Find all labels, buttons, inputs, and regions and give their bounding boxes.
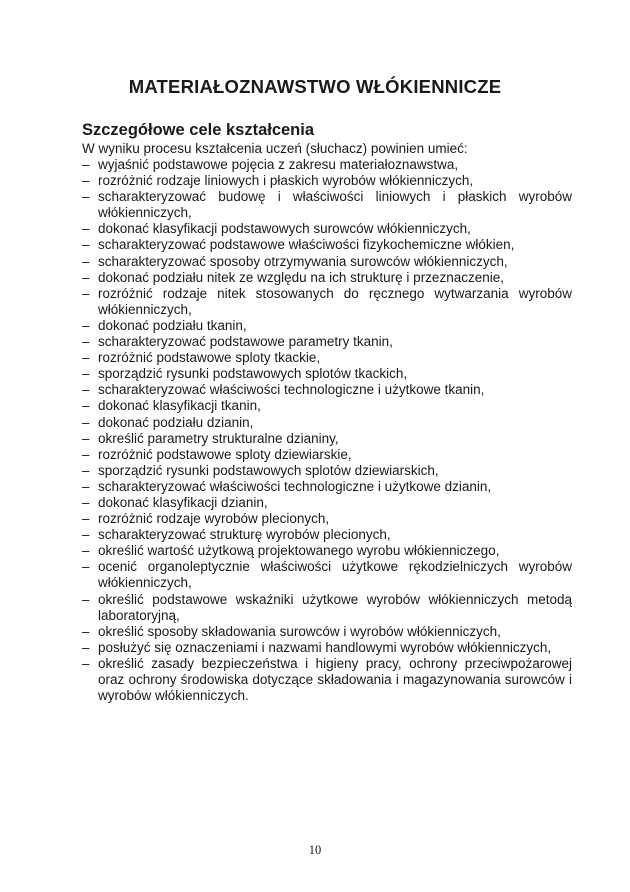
goal-text: rozróżnić rodzaje liniowych i płaskich wyrobów włókienniczych, [98,173,474,189]
goal-item [82,543,572,559]
bullet-dash: – [82,173,90,189]
goal-item [82,270,572,286]
page-number: 10 [308,843,322,857]
goal-text: określić sposoby składowania surowców i wyrobów włókienniczych, [98,623,501,639]
goal-text: dokonać podziału nitek ze względu na ich strukturę i przeznaczenie, [98,269,504,285]
goal-item [82,479,572,495]
goal-text: scharakteryzować sposoby otrzymywania surowców włókienniczych, [98,253,508,269]
goal-item [82,640,572,656]
goal-text: rozróżnić podstawowe sploty dziewiarskie, [98,446,352,462]
bullet-dash: – [82,398,90,414]
goal-text: dokonać klasyfikacji podstawowych surowców włókienniczych, [98,221,471,237]
bullet-dash: – [82,253,90,269]
goal-text: ocenić organoleptycznie właściwości użytkowe rękodzielniczych wyrobów włókienniczych, [98,559,572,591]
goal-text: sporządzić rysunki podstawowych splotów tkackich, [98,366,408,382]
bullet-dash: – [82,478,90,494]
goal-text: dokonać podziału dzianin, [98,414,254,430]
goal-text: określić podstawowe wskaźniki użytkowe wyrobów włókienniczych metodą laboratoryjną, [98,591,572,623]
goal-text: określić zasady bezpieczeństwa i higieny pracy, ochrony przeciwpożarowej oraz ochrony środowiska dotyczące składowania i magazynowania surowców i wyrobów włókienniczych. [98,655,572,704]
goal-text: scharakteryzować podstawowe właściwości fizykochemiczne włókien, [98,237,515,253]
goal-text: scharakteryzować właściwości technologiczne i użytkowe tkanin, [98,382,485,398]
goal-text: dokonać klasyfikacji tkanin, [98,398,261,414]
bullet-dash: – [82,317,90,333]
goal-item [82,559,572,591]
goal-text: sporządzić rysunki podstawowych splotów dziewiarskich, [98,462,439,478]
goal-item [82,431,572,447]
bullet-dash: – [82,655,90,671]
goal-item [82,382,572,398]
goal-item [82,189,572,221]
goal-text: posłużyć się oznaczeniami i nazwami handlowymi wyrobów włókienniczych, [98,639,552,655]
goal-text: rozróżnić podstawowe sploty tkackie, [98,350,321,366]
bullet-dash: – [82,414,90,430]
intro-text: W wyniku procesu kształcenia uczeń (słuchacz) powinien umieć: [82,141,468,156]
bullet-dash: – [82,382,90,398]
goal-item [82,511,572,527]
bullet-dash: – [82,285,90,301]
goal-item [82,398,572,414]
bullet-dash: – [82,189,90,205]
bullet-dash: – [82,543,90,559]
bullet-dash: – [82,430,90,446]
bullet-dash: – [82,559,90,575]
goal-text: dokonać klasyfikacji dzianin, [98,494,268,510]
bullet-dash: – [82,269,90,285]
goal-text: określić wartość użytkową projektowanego wyrobu włókienniczego, [98,543,500,559]
goal-text: określić parametry strukturalne dzianiny, [98,430,339,446]
goal-item [82,318,572,334]
bullet-dash: – [82,494,90,510]
goal-text: scharakteryzować podstawowe parametry tkanin, [98,334,393,350]
goal-text: rozróżnić rodzaje wyrobów plecionych, [98,511,330,527]
goal-text: scharakteryzować właściwości technologiczne i użytkowe dzianin, [98,478,492,494]
goal-text: rozróżnić rodzaje nitek stosowanych do ręcznego wytwarzania wyrobów włókienniczych, [98,285,572,317]
bullet-dash: – [82,511,90,527]
bullet-dash: – [82,527,90,543]
goal-text: scharakteryzować budowę i właściwości liniowych i płaskich wyrobów włókienniczych, [98,189,572,221]
bullet-dash: – [82,446,90,462]
bullet-dash: – [82,462,90,478]
goal-item [82,463,572,479]
document-title: MATERIAŁOZNAWSTWO WŁÓKIENNICZE [128,76,502,97]
goal-item [82,447,572,463]
goal-item [82,592,572,624]
section-heading: Szczegółowe cele kształcenia [82,121,315,139]
goal-text: wyjaśnić podstawowe pojęcia z zakresu materiałoznawstwa, [98,157,459,172]
goal-item [82,527,572,543]
goal-item [82,254,572,270]
goal-text: scharakteryzować strukturę wyrobów plecionych, [98,527,391,543]
goal-item [82,495,572,511]
bullet-dash: – [82,221,90,237]
bullet-dash: – [82,366,90,382]
bullet-dash: – [82,591,90,607]
goal-item [82,221,572,237]
goal-item [82,366,572,382]
bullet-dash: – [82,334,90,350]
goal-item [82,237,572,253]
goal-item [82,415,572,431]
goal-item [82,656,572,704]
bullet-dash: – [82,350,90,366]
goal-item [82,286,572,318]
bullet-dash: – [82,237,90,253]
goal-item [82,350,572,366]
goal-item [82,334,572,350]
bullet-dash: – [82,639,90,655]
goal-text: dokonać podziału tkanin, [98,317,247,333]
learning-goals-list [82,157,572,704]
goal-item [82,157,572,173]
bullet-dash: – [82,157,90,172]
goal-item [82,624,572,640]
bullet-dash: – [82,623,90,639]
goal-item [82,173,572,189]
